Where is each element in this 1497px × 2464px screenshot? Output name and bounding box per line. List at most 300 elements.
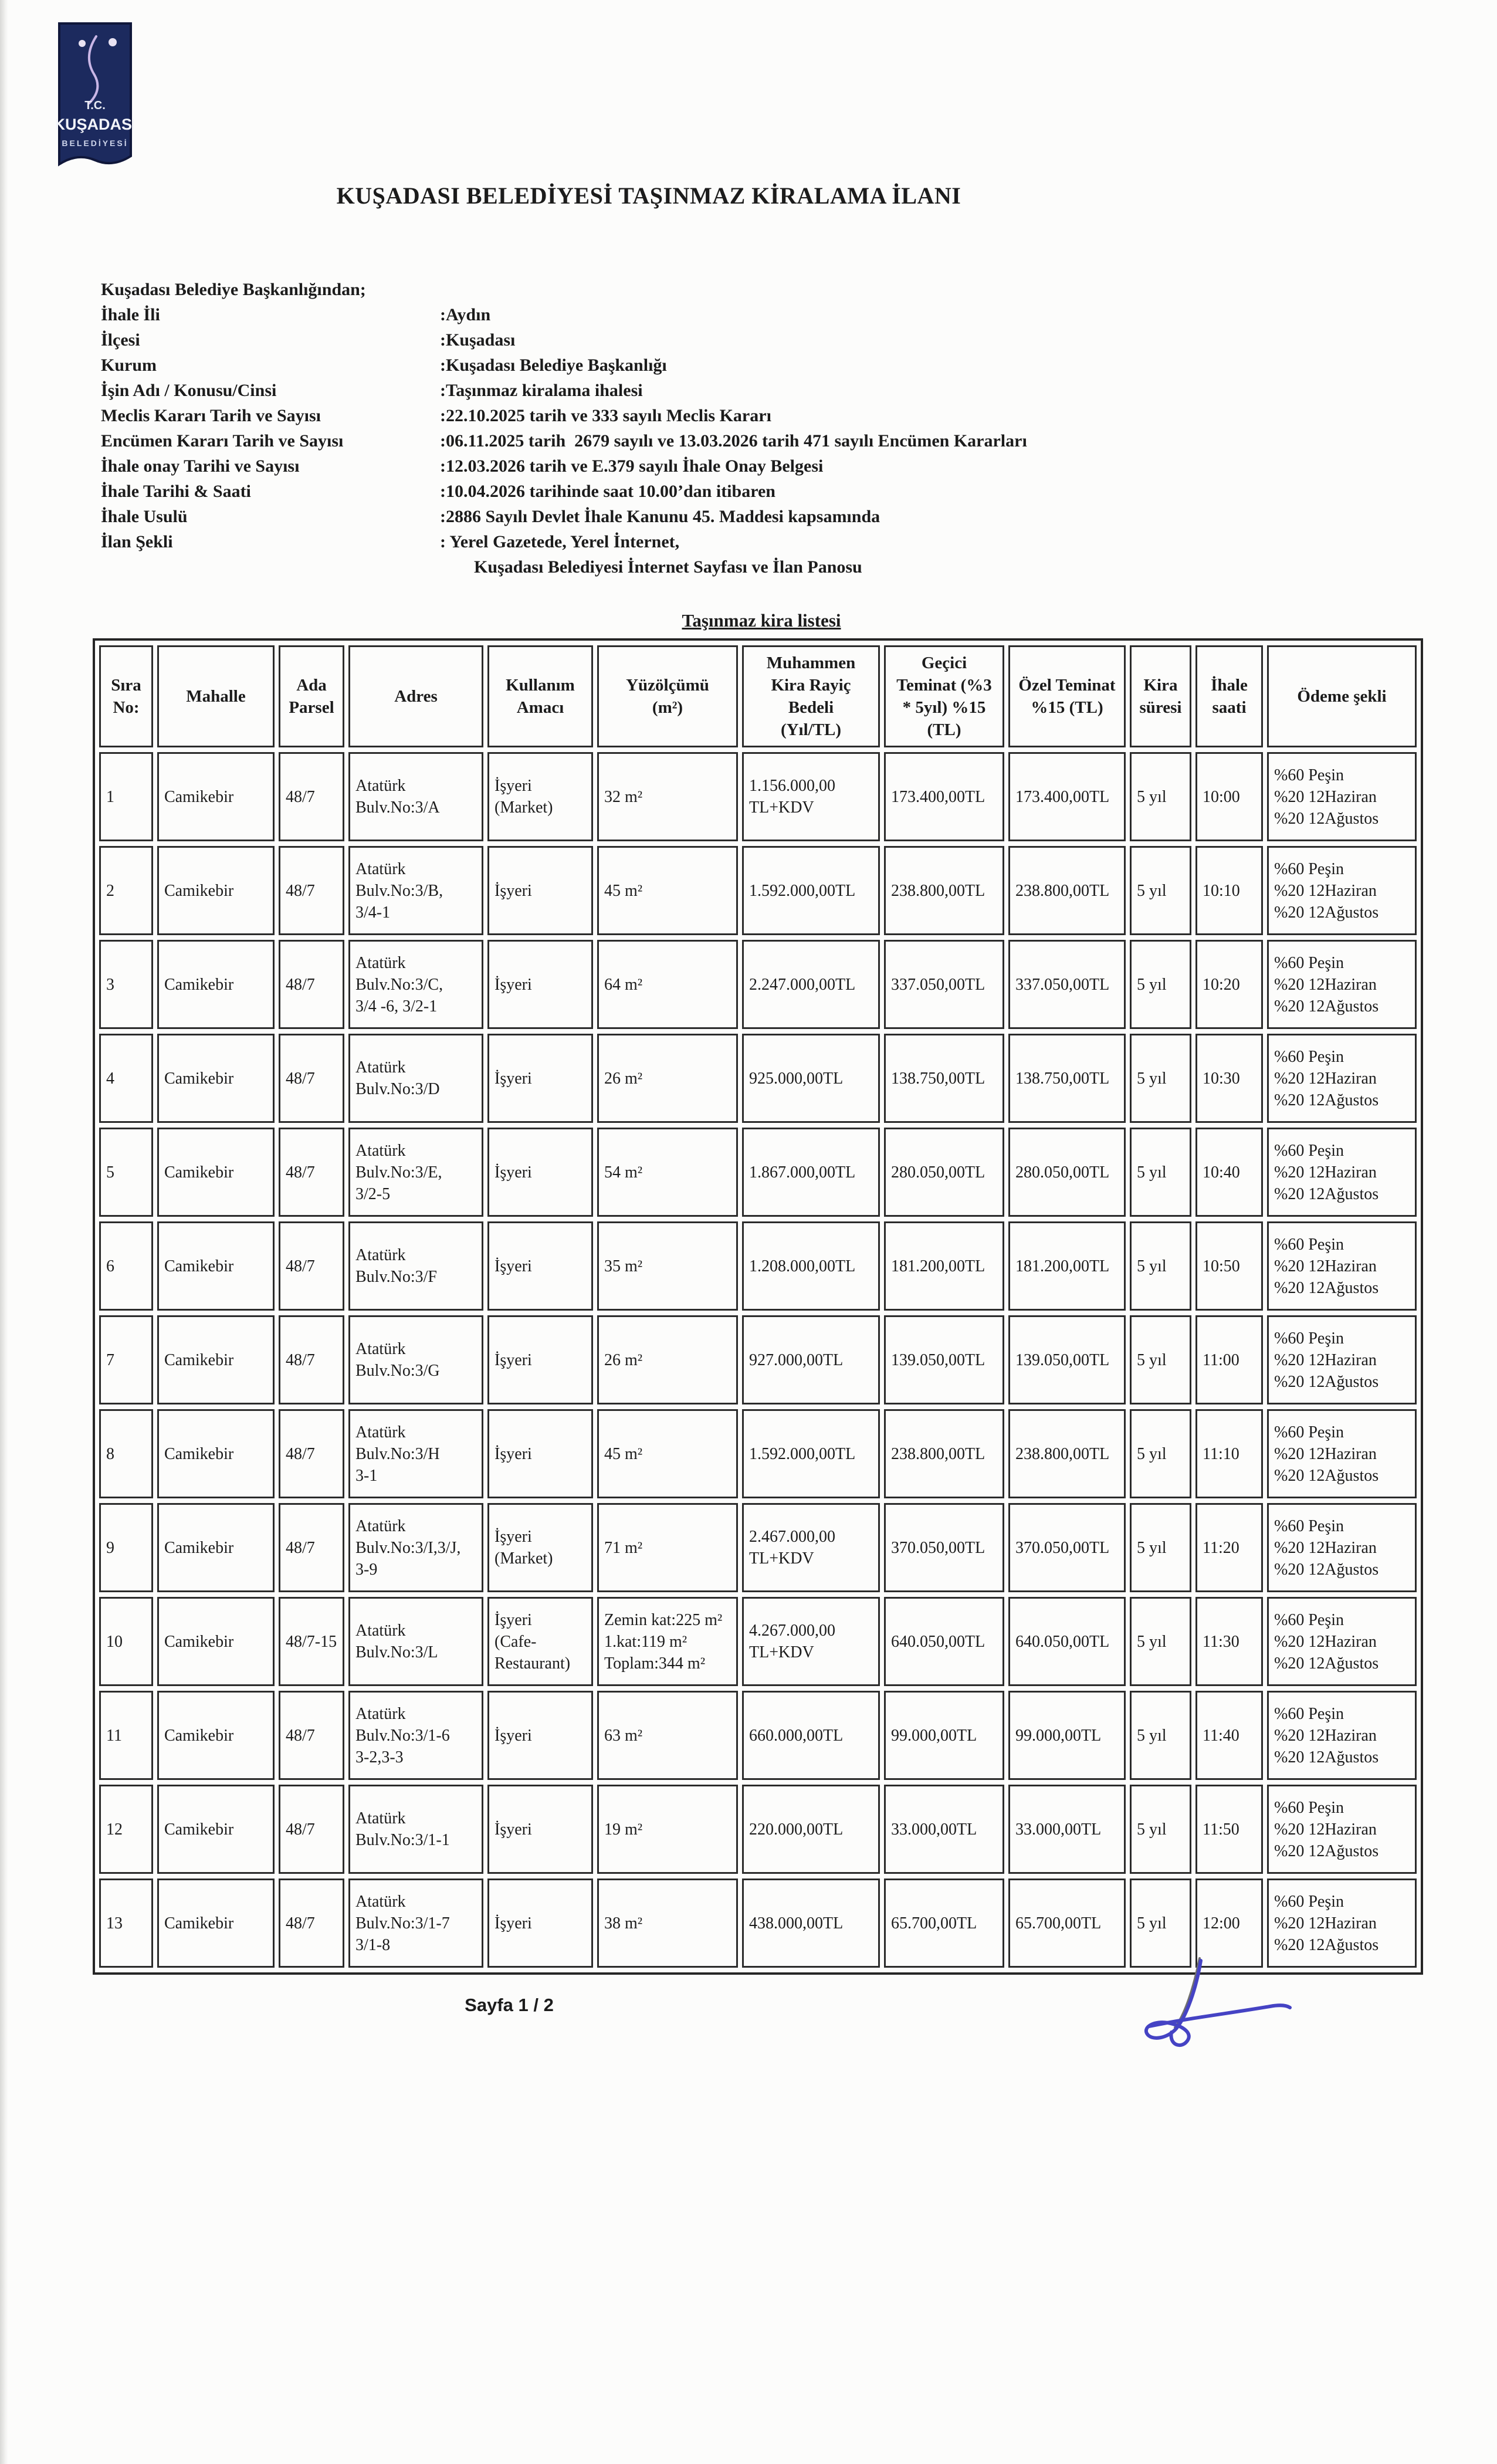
info-row — [101, 479, 1027, 504]
signature-icon — [1110, 1957, 1304, 2063]
cell-line: 1.156.000,00 — [749, 777, 835, 795]
cell-line: 48/7 — [286, 881, 315, 900]
cell-line: 11:30 — [1203, 1632, 1239, 1651]
table-header-row — [99, 645, 1417, 747]
info-row — [101, 378, 1027, 403]
cell-mahalle — [157, 940, 275, 1029]
cell-line: Bulv.No:3/1-7 — [355, 1914, 450, 1932]
cell-line: Bulv.No:3/I,3/J, — [355, 1538, 461, 1557]
cell-ozel-teminat — [1008, 846, 1126, 935]
cell-ada-parsel — [279, 1691, 344, 1780]
cell-sira-no — [99, 940, 153, 1029]
cell-kira-suresi — [1130, 1315, 1191, 1404]
cell-mahalle — [157, 1691, 275, 1780]
cell-ozel-teminat — [1008, 1034, 1126, 1123]
cell-line: (Market) — [495, 798, 553, 817]
header-line: Adres — [394, 687, 438, 706]
cell-sira-no — [99, 1128, 153, 1217]
cell-sira-no — [99, 752, 153, 841]
cell-kullanim-amaci — [487, 1785, 593, 1874]
header-line: * 5yıl) %15 — [902, 698, 986, 717]
cell-yuzolcumu — [597, 1409, 738, 1498]
cell-line: Camikebir — [164, 1632, 234, 1651]
cell-line: 9 — [106, 1538, 114, 1557]
cell-muhammen-bedel — [742, 1785, 880, 1874]
cell-line: 660.000,00TL — [749, 1726, 844, 1745]
info-value: :22.10.2025 tarih ve 333 sayılı Meclis Kararı — [440, 406, 771, 425]
cell-line: 4 — [106, 1069, 114, 1088]
cell-line: İşyeri — [495, 1914, 532, 1932]
header-line: Amacı — [516, 698, 564, 717]
cell-line: 64 m² — [604, 975, 643, 994]
cell-odeme-sekli — [1267, 1034, 1417, 1123]
header-line: No: — [113, 698, 140, 717]
cell-line: 3/4-1 — [355, 903, 391, 922]
header-line: süresi — [1139, 698, 1182, 717]
cell-line: 3/1-8 — [355, 1935, 391, 1954]
cell-line: 13 — [106, 1914, 123, 1932]
cell-line: 238.800,00TL — [891, 1444, 985, 1463]
cell-line: Bulv.No:3/G — [355, 1362, 440, 1380]
cell-line: Camikebir — [164, 1163, 234, 1182]
table-row — [99, 1128, 1417, 1217]
cell-line: 2.467.000,00 — [749, 1528, 835, 1546]
signature-mark — [1110, 1957, 1304, 2066]
cell-line: %20 12Haziran — [1274, 1820, 1377, 1839]
cell-line: TL+KDV — [749, 798, 814, 817]
cell-kira-suresi — [1130, 1221, 1191, 1311]
info-label: Meclis Kararı Tarih ve Sayısı — [101, 406, 321, 425]
cell-line: 19 m² — [604, 1820, 643, 1839]
cell-line: Bulv.No:3/L — [355, 1643, 438, 1661]
cell-sira-no — [99, 1597, 153, 1686]
cell-adres — [348, 1221, 483, 1311]
logo-banner — [56, 21, 134, 176]
cell-ihale-saati — [1195, 1315, 1263, 1404]
info-value: :Taşınmaz kiralama ihalesi — [440, 381, 643, 400]
cell-line: 640.050,00TL — [891, 1632, 985, 1651]
info-row — [101, 302, 1027, 327]
cell-adres — [348, 1691, 483, 1780]
cell-muhammen-bedel — [742, 940, 880, 1029]
cell-ozel-teminat — [1008, 1315, 1126, 1404]
cell-line: 5 yıl — [1137, 975, 1167, 994]
cell-line: %60 Peşin — [1274, 1423, 1344, 1441]
cell-kullanim-amaci — [487, 1034, 593, 1123]
info-label-spacer — [101, 554, 440, 580]
logo-text-kusadasi: KUŞADASI — [56, 116, 134, 133]
table-body — [99, 752, 1417, 1968]
table-row — [99, 1879, 1417, 1968]
cell-line: 99.000,00TL — [891, 1726, 977, 1745]
cell-line: %20 12Haziran — [1274, 1069, 1377, 1088]
cell-gecici-teminat — [884, 1691, 1004, 1780]
cell-line: Camikebir — [164, 787, 234, 806]
info-label: İhale Tarihi & Saati — [101, 482, 251, 501]
cell-line: %20 12Haziran — [1274, 1444, 1377, 1463]
cell-muhammen-bedel — [742, 1034, 880, 1123]
cell-line: %20 12Haziran — [1274, 1351, 1377, 1369]
cell-muhammen-bedel — [742, 1315, 880, 1404]
cell-line: 6 — [106, 1257, 114, 1275]
cell-line: Bulv.No:3/D — [355, 1080, 440, 1098]
info-label: İhale Usulü — [101, 507, 188, 526]
cell-ozel-teminat — [1008, 1503, 1126, 1592]
cell-ada-parsel — [279, 846, 344, 935]
col-header-ada-parsel — [279, 645, 344, 747]
cell-sira-no — [99, 1691, 153, 1780]
cell-line: 63 m² — [604, 1726, 643, 1745]
cell-line: 5 yıl — [1137, 1444, 1167, 1463]
cell-line: 181.200,00TL — [1015, 1257, 1110, 1275]
info-value: :Aydın — [440, 305, 491, 324]
cell-line: İşyeri — [495, 1820, 532, 1839]
cell-line: 1.kat:119 m² — [604, 1632, 687, 1651]
cell-ada-parsel — [279, 1409, 344, 1498]
cell-line: 48/7 — [286, 1914, 315, 1932]
table-row — [99, 1409, 1417, 1498]
cell-line: (Market) — [495, 1549, 553, 1568]
cell-ihale-saati — [1195, 846, 1263, 935]
cell-adres — [348, 752, 483, 841]
cell-line: Camikebir — [164, 1351, 234, 1369]
cell-line: TL+KDV — [749, 1549, 814, 1568]
cell-line: %20 12Haziran — [1274, 1257, 1377, 1275]
cell-line: Bulv.No:3/C, — [355, 975, 443, 994]
cell-kira-suresi — [1130, 752, 1191, 841]
cell-line: 1 — [106, 787, 114, 806]
cell-line: %60 Peşin — [1274, 766, 1344, 784]
table-caption: Taşınmaz kira listesi — [682, 610, 841, 631]
cell-ozel-teminat — [1008, 1879, 1126, 1968]
header-line: Teminat (%3 — [896, 676, 992, 695]
cell-line: 10:20 — [1203, 975, 1240, 994]
cell-line: 11:40 — [1203, 1726, 1239, 1745]
cell-line: Atatürk — [355, 1423, 406, 1441]
cell-mahalle — [157, 846, 275, 935]
info-value: : Yerel Gazetede, Yerel İnternet, — [440, 532, 680, 551]
cell-line: %20 12Ağustos — [1274, 1560, 1379, 1579]
cell-line: Atatürk — [355, 1058, 406, 1077]
header-line: Sıra — [111, 676, 141, 695]
cell-ihale-saati — [1195, 752, 1263, 841]
cell-ada-parsel — [279, 1221, 344, 1311]
cell-line: 2.247.000,00TL — [749, 975, 856, 994]
cell-line: 65.700,00TL — [1015, 1914, 1102, 1932]
cell-line: 10:10 — [1203, 881, 1240, 900]
cell-line: %60 Peşin — [1274, 1704, 1344, 1723]
cell-line: Bulv.No:3/B, — [355, 881, 443, 900]
col-header-adres — [348, 645, 483, 747]
cell-odeme-sekli — [1267, 1128, 1417, 1217]
cell-line: 238.800,00TL — [1015, 881, 1110, 900]
header-line: (TL) — [927, 720, 961, 739]
info-row — [101, 428, 1027, 453]
cell-muhammen-bedel — [742, 1691, 880, 1780]
cell-line: 48/7 — [286, 1069, 315, 1088]
cell-line: 3-2,3-3 — [355, 1748, 404, 1766]
info-row — [101, 529, 1027, 554]
cell-mahalle — [157, 1315, 275, 1404]
cell-line: İşyeri — [495, 1610, 532, 1629]
rental-list-table — [93, 638, 1423, 1975]
header-line: Kira Rayiç — [771, 676, 851, 695]
cell-line: Camikebir — [164, 1726, 234, 1745]
cell-line: 10:50 — [1203, 1257, 1240, 1275]
cell-line: %20 12Haziran — [1274, 1914, 1377, 1932]
cell-line: 370.050,00TL — [891, 1538, 985, 1557]
cell-kira-suresi — [1130, 1503, 1191, 1592]
cell-line: 26 m² — [604, 1069, 643, 1088]
cell-line: Atatürk — [355, 953, 406, 972]
info-value: :12.03.2026 tarih ve E.379 sayılı İhale Onay Belgesi — [440, 456, 824, 476]
cell-yuzolcumu — [597, 1597, 738, 1686]
table-row — [99, 1034, 1417, 1123]
cell-kullanim-amaci — [487, 1315, 593, 1404]
cell-odeme-sekli — [1267, 1597, 1417, 1686]
cell-ada-parsel — [279, 1879, 344, 1968]
cell-gecici-teminat — [884, 1785, 1004, 1874]
cell-line: 48/7 — [286, 1257, 315, 1275]
info-label: İhale İli — [101, 305, 160, 324]
cell-yuzolcumu — [597, 940, 738, 1029]
cell-line: %60 Peşin — [1274, 1798, 1344, 1817]
cell-ada-parsel — [279, 940, 344, 1029]
cell-line: Camikebir — [164, 1820, 234, 1839]
cell-line: İşyeri — [495, 1163, 532, 1182]
table-head — [99, 645, 1417, 747]
cell-gecici-teminat — [884, 1503, 1004, 1592]
col-header-ozel-teminat — [1008, 645, 1126, 747]
col-header-sira-no — [99, 645, 153, 747]
cell-line: 5 yıl — [1137, 1914, 1167, 1932]
cell-line: İşyeri — [495, 1444, 532, 1463]
header-line: Yüzölçümü — [626, 676, 709, 695]
cell-line: (Cafe- — [495, 1632, 537, 1651]
cell-line: 640.050,00TL — [1015, 1632, 1110, 1651]
header-line: Bedeli — [788, 698, 834, 717]
cell-line: 48/7 — [286, 1538, 315, 1557]
table-row — [99, 1315, 1417, 1404]
cell-line: 48/7 — [286, 975, 315, 994]
header-line: Ada — [296, 676, 327, 695]
cell-line: Restaurant) — [495, 1654, 571, 1673]
cell-line: 11:50 — [1203, 1820, 1239, 1839]
cell-line: 2 — [106, 881, 114, 900]
cell-line: %60 Peşin — [1274, 1329, 1344, 1348]
cell-odeme-sekli — [1267, 846, 1417, 935]
cell-line: 38 m² — [604, 1914, 643, 1932]
cell-line: 5 yıl — [1137, 1632, 1167, 1651]
cell-line: 3/2-5 — [355, 1184, 391, 1203]
cell-sira-no — [99, 1879, 153, 1968]
cell-line: İşyeri — [495, 1257, 532, 1275]
info-value: :10.04.2026 tarihinde saat 10.00’dan itibaren — [440, 482, 775, 501]
cell-line: %20 12Haziran — [1274, 881, 1377, 900]
cell-line: %60 Peşin — [1274, 1235, 1344, 1254]
cell-line: Atatürk — [355, 1892, 406, 1911]
cell-kira-suresi — [1130, 940, 1191, 1029]
cell-ihale-saati — [1195, 1409, 1263, 1498]
cell-adres — [348, 1315, 483, 1404]
cell-line: %20 12Ağustos — [1274, 997, 1379, 1016]
cell-ozel-teminat — [1008, 752, 1126, 841]
cell-line: %20 12Ağustos — [1274, 1466, 1379, 1485]
info-value: :Kuşadası — [440, 330, 516, 350]
cell-kullanim-amaci — [487, 1691, 593, 1780]
cell-line: %20 12Ağustos — [1274, 1842, 1379, 1860]
cell-yuzolcumu — [597, 1221, 738, 1311]
cell-line: 238.800,00TL — [1015, 1444, 1110, 1463]
cell-gecici-teminat — [884, 1221, 1004, 1311]
cell-line: TL+KDV — [749, 1643, 814, 1661]
info-row — [101, 504, 1027, 529]
cell-yuzolcumu — [597, 1785, 738, 1874]
cell-odeme-sekli — [1267, 1879, 1417, 1968]
header-line: Özel Teminat — [1018, 676, 1116, 695]
cell-line: 3/4 -6, 3/2-1 — [355, 997, 438, 1016]
cell-ozel-teminat — [1008, 1221, 1126, 1311]
cell-line: İşyeri — [495, 1069, 532, 1088]
cell-kullanim-amaci — [487, 1879, 593, 1968]
cell-kira-suresi — [1130, 1597, 1191, 1686]
cell-line: 33.000,00TL — [891, 1820, 977, 1839]
cell-sira-no — [99, 846, 153, 935]
cell-line: İşyeri — [495, 881, 532, 900]
cell-mahalle — [157, 1597, 275, 1686]
col-header-mahalle — [157, 645, 275, 747]
cell-ihale-saati — [1195, 1879, 1263, 1968]
cell-yuzolcumu — [597, 1315, 738, 1404]
cell-line: Atatürk — [355, 1809, 406, 1827]
header-line: Parsel — [289, 698, 334, 717]
cell-yuzolcumu — [597, 846, 738, 935]
cell-line: 181.200,00TL — [891, 1257, 985, 1275]
cell-adres — [348, 1128, 483, 1217]
cell-ihale-saati — [1195, 1034, 1263, 1123]
cell-line: %20 12Ağustos — [1274, 1748, 1379, 1766]
cell-muhammen-bedel — [742, 1128, 880, 1217]
cell-line: 370.050,00TL — [1015, 1538, 1110, 1557]
cell-line: 54 m² — [604, 1163, 643, 1182]
cell-yuzolcumu — [597, 1691, 738, 1780]
cell-line: 280.050,00TL — [1015, 1163, 1110, 1182]
cell-ihale-saati — [1195, 940, 1263, 1029]
cell-odeme-sekli — [1267, 752, 1417, 841]
table-row — [99, 752, 1417, 841]
cell-line: 33.000,00TL — [1015, 1820, 1102, 1839]
cell-line: 11 — [106, 1726, 122, 1745]
cell-gecici-teminat — [884, 752, 1004, 841]
cell-ada-parsel — [279, 1597, 344, 1686]
cell-line: Bulv.No:3/E, — [355, 1163, 442, 1182]
header-line: Muhammen — [766, 654, 856, 672]
cell-line: Atatürk — [355, 1340, 406, 1358]
cell-line: 5 yıl — [1137, 1726, 1167, 1745]
cell-line: 48/7 — [286, 1351, 315, 1369]
cell-line: 48/7 — [286, 787, 315, 806]
info-row — [101, 403, 1027, 428]
cell-line: 45 m² — [604, 1444, 643, 1463]
cell-mahalle — [157, 1221, 275, 1311]
cell-odeme-sekli — [1267, 1691, 1417, 1780]
cell-line: 10:40 — [1203, 1163, 1240, 1182]
cell-line: 1.592.000,00TL — [749, 1444, 856, 1463]
cell-mahalle — [157, 752, 275, 841]
table-row — [99, 1503, 1417, 1592]
cell-kira-suresi — [1130, 1879, 1191, 1968]
cell-line: 438.000,00TL — [749, 1914, 844, 1932]
cell-muhammen-bedel — [742, 1597, 880, 1686]
info-label: İhale onay Tarihi ve Sayısı — [101, 456, 300, 476]
cell-line: 5 yıl — [1137, 1163, 1167, 1182]
cell-line: %20 12Ağustos — [1274, 1184, 1379, 1203]
cell-line: 71 m² — [604, 1538, 643, 1557]
table-row — [99, 1221, 1417, 1311]
cell-ihale-saati — [1195, 1597, 1263, 1686]
cell-line: 48/7-15 — [286, 1632, 337, 1651]
cell-muhammen-bedel — [742, 1221, 880, 1311]
cell-sira-no — [99, 1034, 153, 1123]
cell-line: 10:00 — [1203, 787, 1240, 806]
header-line: %15 (TL) — [1031, 698, 1103, 717]
cell-line: 7 — [106, 1351, 114, 1369]
cell-ozel-teminat — [1008, 1785, 1126, 1874]
cell-line: İşyeri — [495, 975, 532, 994]
rental-table-section — [93, 610, 1430, 2084]
cell-line: %20 12Haziran — [1274, 787, 1377, 806]
cell-line: 138.750,00TL — [1015, 1069, 1110, 1088]
cell-adres — [348, 1034, 483, 1123]
col-header-ihale-saati — [1195, 645, 1263, 747]
cell-yuzolcumu — [597, 752, 738, 841]
cell-line: 65.700,00TL — [891, 1914, 977, 1932]
cell-muhammen-bedel — [742, 846, 880, 935]
cell-ada-parsel — [279, 1128, 344, 1217]
col-header-yuzolcumu — [597, 645, 738, 747]
cell-line: 3-1 — [355, 1466, 378, 1485]
cell-line: 173.400,00TL — [891, 787, 985, 806]
cell-line: İşyeri — [495, 1528, 532, 1546]
logo-text-tc: T.C. — [84, 99, 106, 112]
cell-yuzolcumu — [597, 1128, 738, 1217]
cell-line: %20 12Ağustos — [1274, 1278, 1379, 1297]
cell-line: 48/7 — [286, 1444, 315, 1463]
cell-line: 11:00 — [1203, 1351, 1239, 1369]
cell-line: Toplam:344 m² — [604, 1654, 706, 1673]
cell-line: 45 m² — [604, 881, 643, 900]
cell-line: Bulv.No:3/1-1 — [355, 1831, 450, 1849]
cell-line: %20 12Ağustos — [1274, 1935, 1379, 1954]
info-label: İlan Şekli — [101, 532, 173, 551]
cell-line: 12:00 — [1203, 1914, 1240, 1932]
cell-line: 280.050,00TL — [891, 1163, 985, 1182]
cell-gecici-teminat — [884, 1409, 1004, 1498]
cell-kira-suresi — [1130, 846, 1191, 935]
cell-line: 11:20 — [1203, 1538, 1239, 1557]
cell-mahalle — [157, 1409, 275, 1498]
cell-line: 12 — [106, 1820, 123, 1839]
cell-adres — [348, 846, 483, 935]
cell-line: 48/7 — [286, 1163, 315, 1182]
cell-muhammen-bedel — [742, 1503, 880, 1592]
header-line: saati — [1212, 698, 1247, 717]
cell-odeme-sekli — [1267, 940, 1417, 1029]
cell-sira-no — [99, 1315, 153, 1404]
cell-line: 927.000,00TL — [749, 1351, 844, 1369]
col-header-muhammen-bedel — [742, 645, 880, 747]
cell-line: 5 yıl — [1137, 787, 1167, 806]
